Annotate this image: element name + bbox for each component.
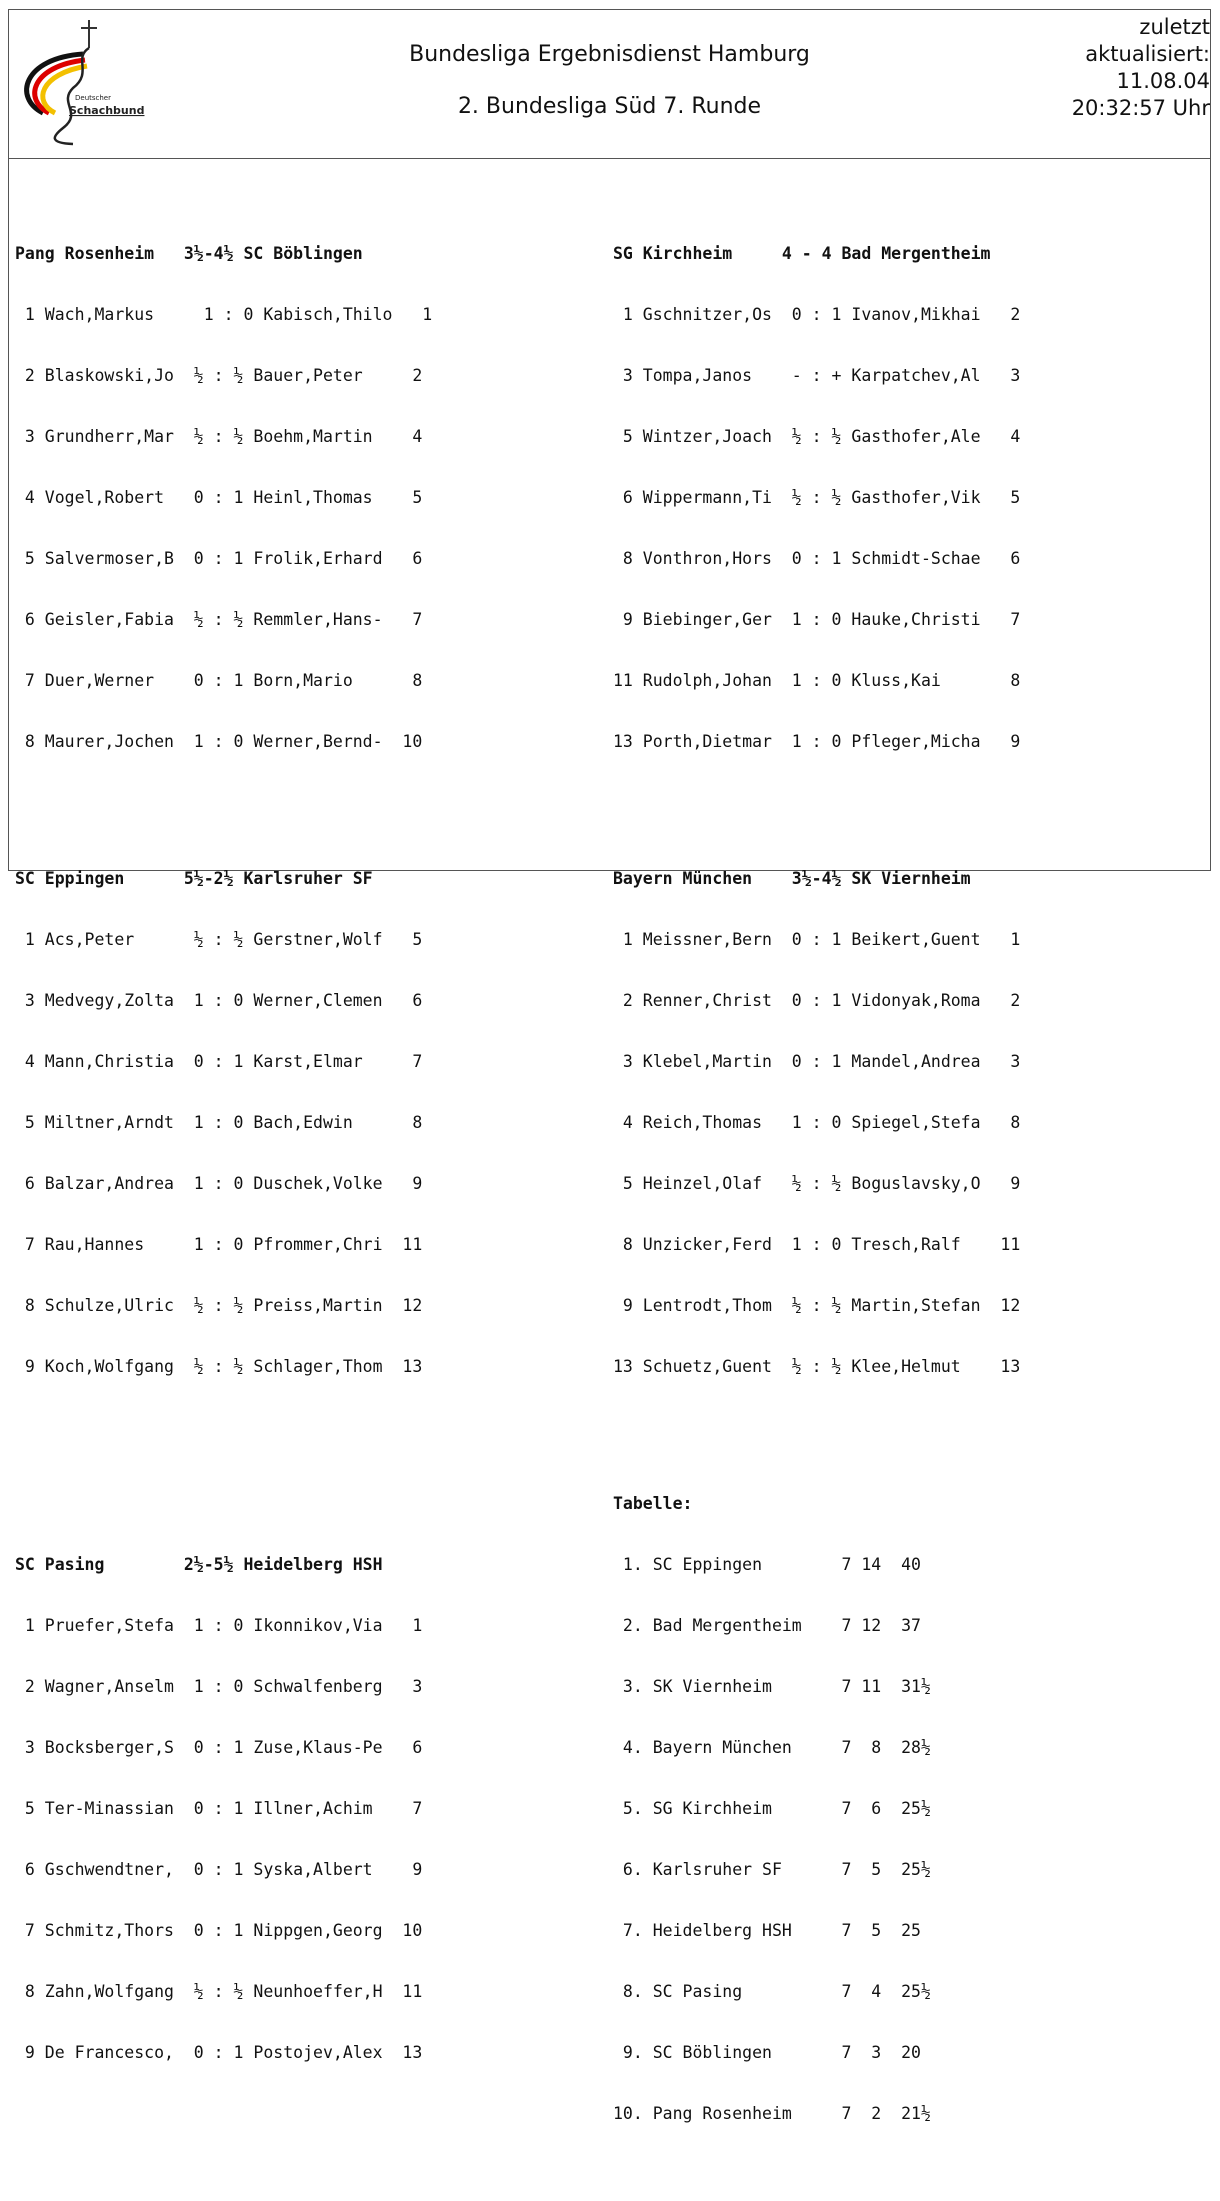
game-row: 3 Medvegy,Zolta 1 : 0 Werner,Clemen 6 xyxy=(15,991,423,1010)
header xyxy=(9,10,1210,159)
svg-text:Deutscher: Deutscher xyxy=(75,94,111,102)
game-row: 5 Heinzel,Olaf ½ : ½ Boguslavsky,O 9 xyxy=(613,1174,1021,1193)
game-row: 6 Gschwendtner, 0 : 1 Syska,Albert 9 xyxy=(15,1860,423,1879)
game-row: 5 Ter-Minassian 0 : 1 Illner,Achim 7 xyxy=(15,1799,423,1818)
updated-label-2: aktualisiert: xyxy=(1085,42,1210,66)
updated-date: 11.08.04 xyxy=(1116,69,1210,93)
standings-row: 1. SC Eppingen 7 14 40 xyxy=(613,1555,921,1574)
game-row: 3 Tompa,Janos - : + Karpatchev,Al 3 xyxy=(613,366,1021,385)
match-block xyxy=(613,204,1020,791)
standings-row: 4. Bayern München 7 8 28½ xyxy=(613,1738,931,1757)
spacer xyxy=(15,1454,432,1477)
game-row: 1 Meissner,Bern 0 : 1 Beikert,Guent 1 xyxy=(613,930,1021,949)
game-row: 8 Maurer,Jochen 1 : 0 Werner,Bernd- 10 xyxy=(15,732,423,751)
chess-federation-logo xyxy=(13,18,163,148)
game-row: 11 Rudolph,Johan 1 : 0 Kluss,Kai 8 xyxy=(613,671,1021,690)
game-row: 8 Schulze,Ulric ½ : ½ Preiss,Martin 12 xyxy=(15,1296,423,1315)
results-page xyxy=(8,9,1211,2123)
match-block xyxy=(15,829,432,1416)
match-header: SG Kirchheim 4 - 4 Bad Mergentheim xyxy=(613,244,991,263)
game-row: 1 Wach,Markus 1 : 0 Kabisch,Thilo 1 xyxy=(15,305,433,324)
game-row: 9 De Francesco, 0 : 1 Postojev,Alex 13 xyxy=(15,2043,423,2062)
game-row: 6 Geisler,Fabia ½ : ½ Remmler,Hans- 7 xyxy=(15,610,423,629)
game-row: 8 Unzicker,Ferd 1 : 0 Tresch,Ralf 11 xyxy=(613,1235,1021,1254)
game-row: 7 Rau,Hannes 1 : 0 Pfrommer,Chri 11 xyxy=(15,1235,423,1254)
game-row: 8 Vonthron,Hors 0 : 1 Schmidt-Schae 6 xyxy=(613,549,1021,568)
right-results-column xyxy=(613,166,1020,2201)
match-block xyxy=(15,1515,432,2102)
game-row: 1 Gschnitzer,Os 0 : 1 Ivanov,Mikhai 2 xyxy=(613,305,1021,324)
game-row: 13 Schuetz,Guent ½ : ½ Klee,Helmut 13 xyxy=(613,1357,1021,1376)
match-block xyxy=(15,204,432,791)
game-row: 7 Duer,Werner 0 : 1 Born,Mario 8 xyxy=(15,671,423,690)
game-row: 1 Acs,Peter ½ : ½ Gerstner,Wolf 5 xyxy=(15,930,423,949)
game-row: 4 Reich,Thomas 1 : 0 Spiegel,Stefa 8 xyxy=(613,1113,1021,1132)
standings-row: 8. SC Pasing 7 4 25½ xyxy=(613,1982,931,2001)
standings-row: 7. Heidelberg HSH 7 5 25 xyxy=(613,1921,921,1940)
game-row: 5 Salvermoser,B 0 : 1 Frolik,Erhard 6 xyxy=(15,549,423,568)
left-results-column xyxy=(15,166,432,2140)
game-row: 9 Biebinger,Ger 1 : 0 Hauke,Christi 7 xyxy=(613,610,1021,629)
game-row: 7 Schmitz,Thors 0 : 1 Nippgen,Georg 10 xyxy=(15,1921,423,1940)
standings-header: Tabelle: xyxy=(613,1494,693,1513)
standings-row: 5. SG Kirchheim 7 6 25½ xyxy=(613,1799,931,1818)
standings-table xyxy=(613,1454,1020,2163)
game-row: 8 Zahn,Wolfgang ½ : ½ Neunhoeffer,H 11 xyxy=(15,1982,423,2001)
game-row: 1 Pruefer,Stefa 1 : 0 Ikonnikov,Via 1 xyxy=(15,1616,423,1635)
standings-row: 3. SK Viernheim 7 11 31½ xyxy=(613,1677,931,1696)
game-row: 3 Bocksberger,S 0 : 1 Zuse,Klaus-Pe 6 xyxy=(15,1738,423,1757)
match-header: Bayern München 3½-4½ SK Viernheim xyxy=(613,869,971,888)
page-title: Bundesliga Ergebnisdienst Hamburg xyxy=(409,42,810,67)
game-row: 9 Koch,Wolfgang ½ : ½ Schlager,Thom 13 xyxy=(15,1357,423,1376)
game-row: 2 Wagner,Anselm 1 : 0 Schwalfenberg 3 xyxy=(15,1677,423,1696)
game-row: 6 Wippermann,Ti ½ : ½ Gasthofer,Vik 5 xyxy=(613,488,1021,507)
match-header: SC Eppingen 5½-2½ Karlsruher SF xyxy=(15,869,373,888)
last-updated xyxy=(1072,14,1210,122)
standings-row: 6. Karlsruher SF 7 5 25½ xyxy=(613,1860,931,1879)
standings-row: 10. Pang Rosenheim 7 2 21½ xyxy=(613,2104,931,2123)
standings-row: 9. SC Böblingen 7 3 20 xyxy=(613,2043,921,2062)
game-row: 2 Blaskowski,Jo ½ : ½ Bauer,Peter 2 xyxy=(15,366,423,385)
updated-label: zuletzt xyxy=(1139,15,1210,39)
match-header: SC Pasing 2½-5½ Heidelberg HSH xyxy=(15,1555,383,1574)
page-subtitle: 2. Bundesliga Süd 7. Runde xyxy=(457,94,762,119)
game-row: 6 Balzar,Andrea 1 : 0 Duschek,Volke 9 xyxy=(15,1174,423,1193)
match-header: Pang Rosenheim 3½-4½ SC Böblingen xyxy=(15,244,363,263)
game-row: 5 Wintzer,Joach ½ : ½ Gasthofer,Ale 4 xyxy=(613,427,1021,446)
match-block xyxy=(613,829,1020,1416)
standings-row: 2. Bad Mergentheim 7 12 37 xyxy=(613,1616,921,1635)
game-row: 9 Lentrodt,Thom ½ : ½ Martin,Stefan 12 xyxy=(613,1296,1021,1315)
game-row: 5 Miltner,Arndt 1 : 0 Bach,Edwin 8 xyxy=(15,1113,423,1132)
game-row: 3 Grundherr,Mar ½ : ½ Boehm,Martin 4 xyxy=(15,427,423,446)
game-row: 4 Mann,Christia 0 : 1 Karst,Elmar 7 xyxy=(15,1052,423,1071)
svg-text:Schachbund: Schachbund xyxy=(69,104,145,117)
game-row: 4 Vogel,Robert 0 : 1 Heinl,Thomas 5 xyxy=(15,488,423,507)
game-row: 13 Porth,Dietmar 1 : 0 Pfleger,Micha 9 xyxy=(613,732,1021,751)
game-row: 2 Renner,Christ 0 : 1 Vidonyak,Roma 2 xyxy=(613,991,1021,1010)
game-row: 3 Klebel,Martin 0 : 1 Mandel,Andrea 3 xyxy=(613,1052,1021,1071)
updated-time: 20:32:57 Uhr xyxy=(1071,96,1210,120)
